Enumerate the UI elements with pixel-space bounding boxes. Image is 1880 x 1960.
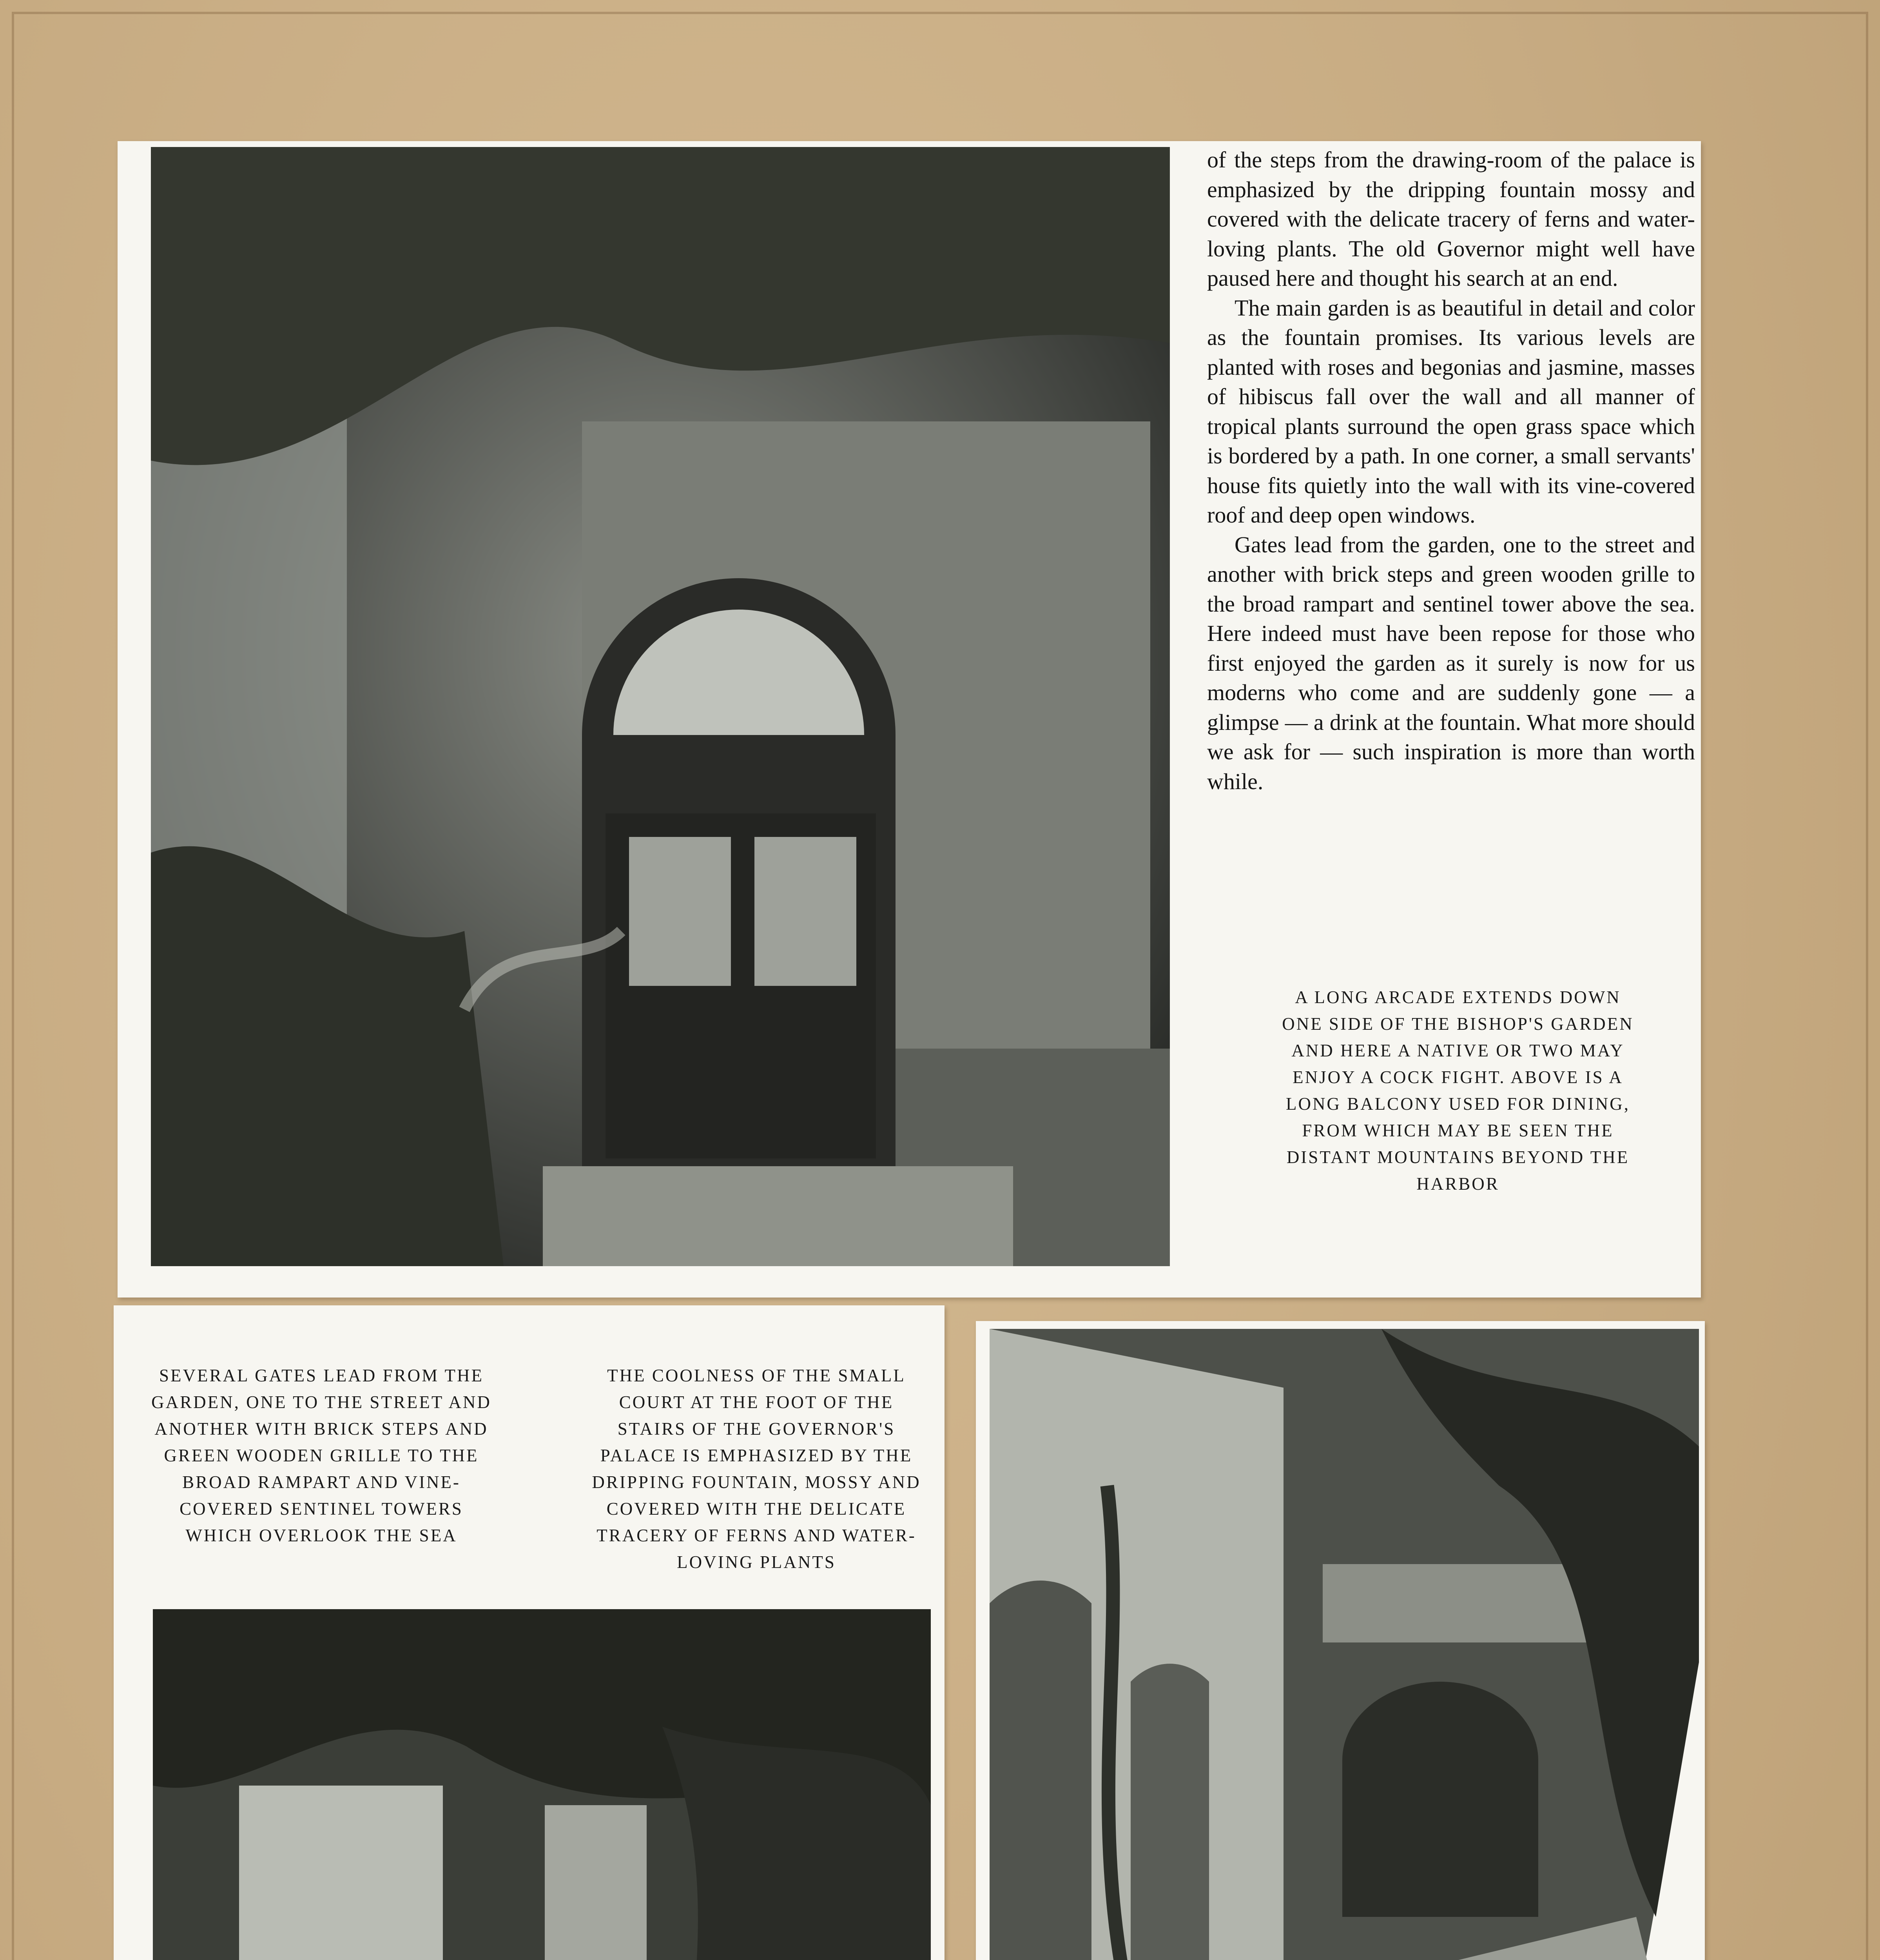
article-body	[1207, 145, 1695, 796]
fountain-caption: THE COOLNESS OF THE SMALL COURT AT THE FOOT OF THE STAIRS OF THE GOVERNOR'S PALACE IS EMPHASIZED BY THE DRIPPING FOUNTAIN, MOSSY AND COVERED WITH THE DELICATE TRACERY OF FERNS AND WATER-LOVING PLANTS	[592, 1366, 921, 1572]
gates-caption: SEVERAL GATES LEAD FROM THE GARDEN, ONE TO THE STREET AND ANOTHER WITH BRICK STEPS AND GREEN WOODEN GRILLE TO THE BROAD RAMPART AND VINE-COVERED SENTINEL TOWERS WHICH OVERLOOK THE SEA	[151, 1366, 491, 1545]
garden-gate-photo	[151, 147, 1170, 1266]
body-paragraph-3: Gates lead from the garden, one to the street and another with brick steps and green wooden grille to the broad rampart and sentinel tower above the sea. Here indeed must have been repose for those who first enjoyed the garden as it surely is now for us moderns who come and are suddenly gone — a glimpse — a drink at the fountain. What more should we ask for — such inspiration is more than worth while.	[1207, 532, 1695, 794]
body-paragraph-1: of the steps from the drawing-room of the palace is emphasized by the dripping fountain mossy and covered with the delicate tracery of ferns and water-loving plants. The old Governor might well have paused here and thought his search at an end.	[1207, 147, 1695, 291]
arcade-caption: A LONG ARCADE EXTENDS DOWN ONE SIDE OF THE BISHOP'S GARDEN AND HERE A NATIVE OR TWO MAY ENJOY A COCK FIGHT. ABOVE IS A LONG BALCONY USED FOR DINING, FROM WHICH MAY BE SEEN THE DISTANT MOUNTAINS BEYOND THE HARBOR	[1282, 987, 1634, 1194]
bishops-arcade-photo	[990, 1329, 1699, 1960]
body-paragraph-2: The main garden is as beautiful in detail and color as the fountain promises. Its various levels are planted with roses and begonias and jasmine, masses of hibiscus fall over the wall and all manner of tropical plants surround the open grass space which is bordered by a path. In one corner, a small servants' house fits quietly into the wall with its vine-covered roof and deep open windows.	[1207, 295, 1695, 528]
fountain-court-photo	[153, 1609, 931, 1960]
